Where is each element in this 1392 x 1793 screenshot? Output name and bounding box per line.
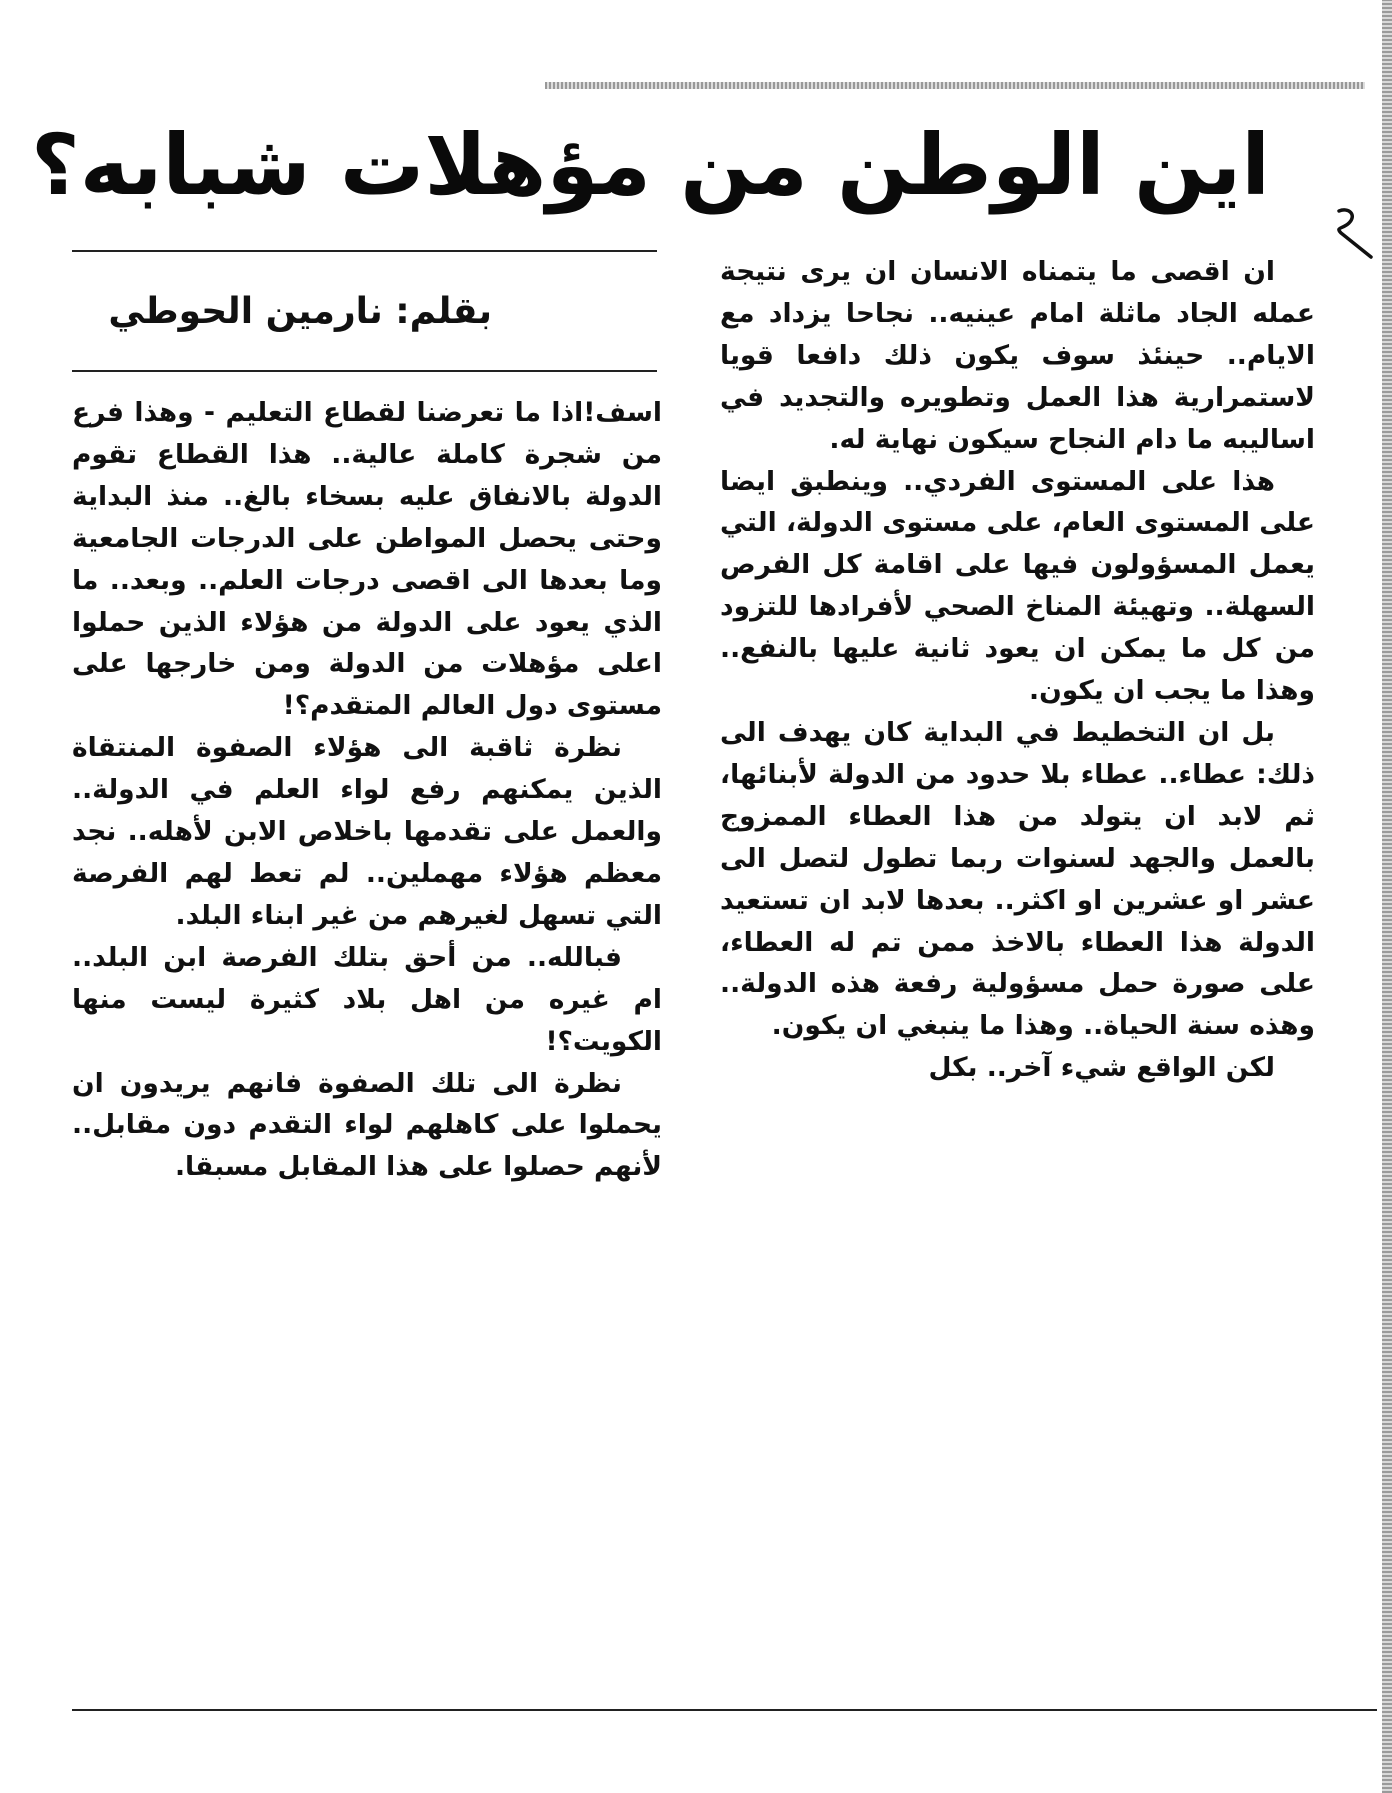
author-byline: بقلم: نارمين الحوطي	[108, 291, 492, 332]
scan-edge	[1382, 0, 1392, 1793]
paragraph: اسف!اذا ما تعرضنا لقطاع التعليم - وهذا فرع من شجرة كاملة عالية.. هذا القطاع تقوم الدولة بالانفاق عليه بسخاء بالغ.. منذ البداية وحتى يحصل المواطن على الدرجات الجامعية وما بعدها الى اقصى درجات العلم.. وبعد.. ما الذي يعود على الدولة من هؤلاء الذين حملوا اعلى مؤهلات من الدولة ومن خارجها على مستوى دول العالم المتقدم؟!	[72, 397, 662, 722]
paragraph: ان اقصى ما يتمناه الانسان ان يرى نتيجة عمله الجاد ماثلة امام عينيه.. نجاحا يزداد مع الايام.. حينئذ سوف يكون ذلك دافعا قويا لاستمرارية هذا العمل وتطويره والتجديد في اساليبه ما دام النجاح سيكون نهاية له.	[720, 256, 1315, 455]
paragraph: لكن الواقع شيء آخر.. بكل	[928, 1052, 1275, 1084]
handwritten-mark	[1325, 205, 1385, 265]
paragraph: فبالله.. من أحق بتلك الفرصة ابن البلد.. ام غيره من اهل بلاد كثيرة ليست منها الكويت؟!	[72, 941, 662, 1057]
paragraph: نظرة ثاقبة الى هؤلاء الصفوة المنتقاة الذين يمكنهم رفع لواء العلم في الدولة.. والعمل على تقدمها باخلاص الابن لأهله.. نجد معظم هؤلاء مهملين.. لم تعط لهم الفرصة التي تسهل لغيرهم من غير ابناء البلد.	[72, 732, 662, 931]
paragraph: نظرة الى تلك الصفوة فانهم يريدون ان يحملوا على كاهلهم لواء التقدم دون مقابل.. لأنهم حصلوا على هذا المقابل مسبقا.	[72, 1067, 662, 1183]
paragraph: هذا على المستوى الفردي.. وينطبق ايضا على المستوى العام، على مستوى الدولة، التي يعمل المسؤولون فيها على اقامة كل الفرص السهلة.. وتهيئة المناخ الصحي لأفرادها للتزود من كل ما يمكن ان يعود ثانية عليها بالنفع.. وهذا ما يجب ان يكون.	[720, 465, 1315, 707]
byline-top-rule	[72, 250, 657, 252]
paragraph: بل ان التخطيط في البداية كان يهدف الى ذلك: عطاء.. عطاء بلا حدود من الدولة لأبنائها، ثم لابد ان يتولد من هذا العطاء الممزوج بالعمل والجهد لسنوات ربما تطول لتصل الى عشر او عشرين او اكثر.. بعدها لابد ان تستعيد الدولة هذا العطاء بالاخذ ممن تم له العطاء، على صورة حمل مسؤولية رفعة هذه الدولة.. وهذه سنة الحياة.. وهذا ما ينبغي ان يكون.	[720, 716, 1315, 1042]
article-column-left	[72, 392, 662, 1702]
article-headline: اين الوطن من مؤهلات شبابه؟	[31, 116, 1270, 214]
page-bottom-rule	[72, 1709, 1377, 1711]
byline-bottom-rule	[72, 370, 657, 372]
article-column-right	[720, 251, 1315, 1711]
header-dotted-rule	[545, 82, 1365, 89]
